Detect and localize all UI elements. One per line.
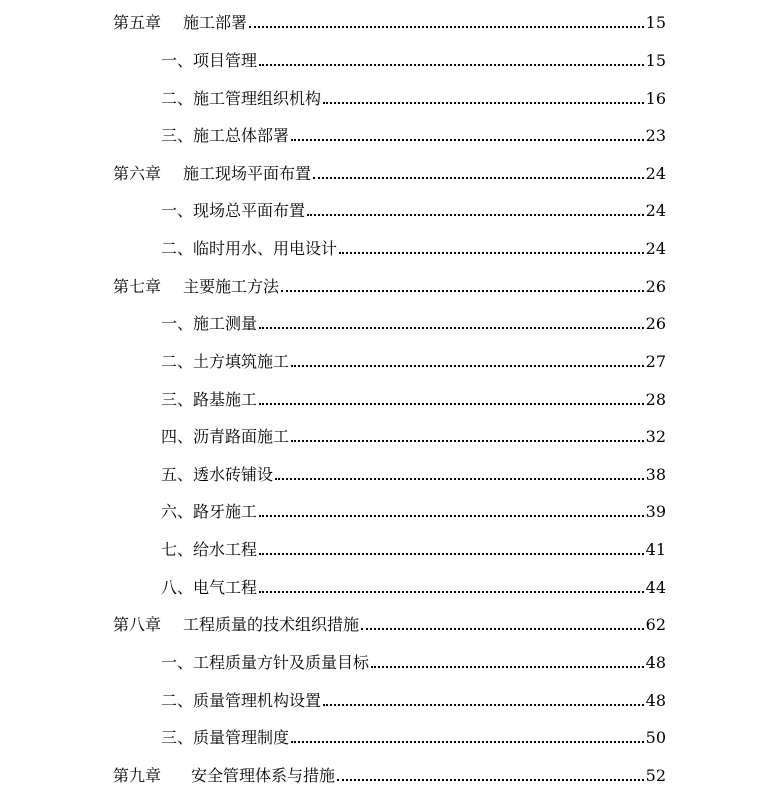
toc-entry-title (161, 390, 257, 410)
toc-entry-label: 给水工程 (193, 540, 258, 559)
toc-entry-label: 工程质量的技术组织措施 (183, 615, 360, 634)
dot-leader (259, 553, 644, 555)
toc-entry-label: 施工现场平面布置 (183, 164, 312, 183)
toc-entry-number: 第五章 (113, 13, 162, 32)
toc-section[interactable] (161, 647, 666, 673)
toc-entry-title (161, 89, 321, 109)
toc-section[interactable] (161, 233, 666, 259)
toc-entry-number: 七、 (161, 540, 194, 559)
toc-entry-label: 项目管理 (193, 51, 258, 70)
dot-leader (291, 741, 644, 743)
toc-entry-label: 路牙施工 (193, 502, 258, 521)
toc-section[interactable] (161, 346, 666, 372)
toc-entry-number: 八、 (161, 578, 194, 597)
toc-entry-number: 五、 (161, 465, 194, 484)
dot-leader (313, 177, 644, 179)
toc-entry-number: 二、 (161, 352, 194, 371)
toc-page-number: 50 (645, 728, 666, 747)
toc-chapter-9[interactable] (113, 760, 666, 786)
toc-page-number: 15 (645, 13, 666, 32)
toc-entry-title (113, 164, 311, 184)
toc-page-number: 62 (645, 615, 666, 634)
toc-section[interactable] (161, 83, 666, 109)
toc-page-number: 28 (645, 390, 666, 409)
dot-leader (259, 64, 644, 66)
toc-page-number: 52 (645, 766, 666, 785)
toc-entry-title (161, 352, 289, 372)
toc-page-number: 16 (645, 89, 666, 108)
toc-section[interactable] (161, 496, 666, 522)
toc-section[interactable] (161, 384, 666, 410)
toc-page-number: 48 (645, 691, 666, 710)
toc-section[interactable] (161, 572, 666, 598)
toc-chapter-5[interactable] (113, 7, 666, 33)
toc-entry-title (161, 502, 257, 522)
toc-section[interactable] (161, 534, 666, 560)
toc-entry-label: 施工总体部署 (193, 126, 290, 145)
toc-page-number: 44 (645, 578, 666, 597)
toc-page-number: 48 (645, 653, 666, 672)
toc-entry-label: 临时用水、用电设计 (193, 239, 338, 258)
toc-page-number: 24 (645, 239, 666, 258)
toc-entry-title (113, 277, 279, 297)
toc-entry-number: 三、 (161, 728, 194, 747)
toc-entry-title (161, 427, 289, 447)
toc-entry-title (161, 314, 257, 334)
toc-section[interactable] (161, 459, 666, 485)
toc-entry-label: 土方填筑施工 (193, 352, 290, 371)
dot-leader (259, 591, 644, 593)
dot-leader (371, 666, 644, 668)
toc-entry-number: 第七章 (113, 277, 162, 296)
toc-entry-number: 第九章 (113, 766, 162, 785)
toc-entry-title (161, 239, 337, 259)
toc-page-number: 15 (645, 51, 666, 70)
toc-page-number: 32 (645, 427, 666, 446)
toc-entry-number: 二、 (161, 89, 194, 108)
toc-entry-number: 第八章 (113, 615, 162, 634)
toc-entry-title (161, 51, 257, 71)
toc-chapter-7[interactable] (113, 271, 666, 297)
toc-entry-label: 施工测量 (193, 314, 258, 333)
toc-entry-title (161, 201, 305, 221)
toc-entry-label: 安全管理体系与措施 (191, 766, 336, 785)
toc-entry-title (161, 728, 289, 748)
toc-entry-number: 一、 (161, 314, 194, 333)
toc-entry-label: 现场总平面布置 (193, 201, 306, 220)
dot-leader (259, 403, 644, 405)
toc-section[interactable] (161, 421, 666, 447)
toc-entry-number: 二、 (161, 239, 194, 258)
toc-entry-title (161, 578, 257, 598)
toc-section[interactable] (161, 685, 666, 711)
toc-entry-label: 施工管理组织机构 (193, 89, 322, 108)
toc-entry-number: 六、 (161, 502, 194, 521)
toc-page-number: 38 (645, 465, 666, 484)
toc-entry-number: 四、 (161, 427, 194, 446)
toc-section[interactable] (161, 308, 666, 334)
toc-entry-number: 三、 (161, 126, 194, 145)
dot-leader (249, 26, 644, 28)
toc-page-number: 26 (645, 314, 666, 333)
toc-chapter-6[interactable] (113, 158, 666, 184)
dot-leader (307, 214, 644, 216)
toc-entry-title (161, 653, 369, 673)
toc-entry-label: 工程质量方针及质量目标 (193, 653, 370, 672)
toc-entry-number: 一、 (161, 653, 194, 672)
toc-entry-title (113, 13, 247, 33)
dot-leader (323, 102, 644, 104)
toc-entry-title (161, 691, 321, 711)
toc-entry-label: 透水砖铺设 (193, 465, 274, 484)
dot-leader (259, 327, 644, 329)
toc-entry-title (161, 126, 289, 146)
toc-section[interactable] (161, 195, 666, 221)
dot-leader (337, 779, 644, 781)
dot-leader (323, 704, 644, 706)
toc-section[interactable] (161, 722, 666, 748)
dot-leader (361, 628, 644, 630)
toc-entry-number: 二、 (161, 691, 194, 710)
toc-page-number: 23 (645, 126, 666, 145)
toc-entry-title (161, 465, 273, 485)
toc-entry-number: 第六章 (113, 164, 162, 183)
toc-entry-label: 沥青路面施工 (193, 427, 290, 446)
toc-page-number: 27 (645, 352, 666, 371)
toc-section[interactable] (161, 120, 666, 146)
toc-chapter-8[interactable] (113, 609, 666, 635)
toc-entry-number: 三、 (161, 390, 194, 409)
toc-entry-title (113, 615, 359, 635)
toc-entry-number: 一、 (161, 201, 194, 220)
toc-entry-title (113, 766, 335, 786)
toc-page-number: 26 (645, 277, 666, 296)
toc-entry-label: 施工部署 (183, 13, 248, 32)
toc-entry-label: 电气工程 (193, 578, 258, 597)
dot-leader (291, 440, 644, 442)
dot-leader (291, 139, 644, 141)
toc-entry-label: 路基施工 (193, 390, 258, 409)
toc-entry-label: 主要施工方法 (183, 277, 280, 296)
dot-leader (275, 478, 644, 480)
dot-leader (259, 515, 644, 517)
toc-entry-label: 质量管理制度 (193, 728, 290, 747)
toc-entry-number: 一、 (161, 51, 194, 70)
toc-entry-label: 质量管理机构设置 (193, 691, 322, 710)
dot-leader (339, 252, 644, 254)
dot-leader (291, 365, 644, 367)
toc-section[interactable] (161, 45, 666, 71)
toc-page-number: 24 (645, 164, 666, 183)
toc-page-number: 39 (645, 502, 666, 521)
toc-page-number: 24 (645, 201, 666, 220)
toc-page-number: 41 (645, 540, 666, 559)
dot-leader (281, 290, 644, 292)
toc-entry-title (161, 540, 257, 560)
